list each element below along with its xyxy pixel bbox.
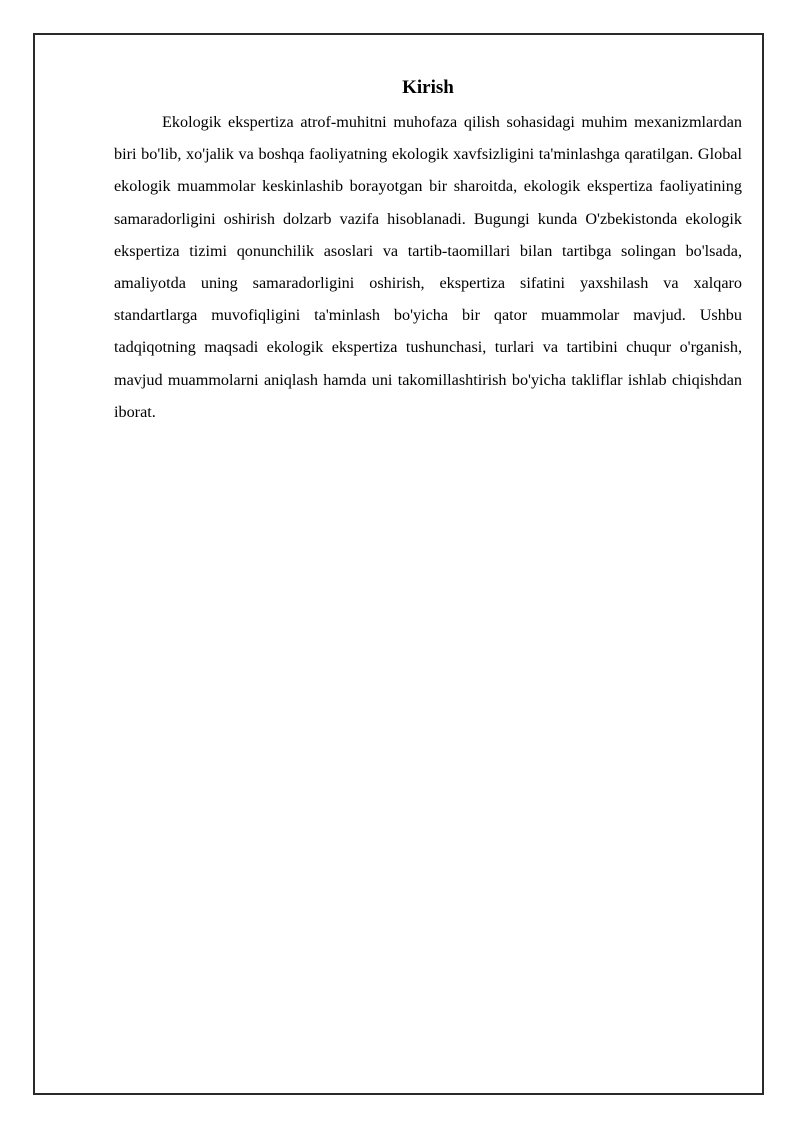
intro-paragraph: Ekologik ekspertiza atrof-muhitni muhofaza qilish sohasidagi muhim mexanizmlardan biri bo'lib, xo'jalik va boshqa faoliyatning ekologik xavfsizligini ta'minlashga qaratilgan. Global ekologik muammolar keskinlashib borayotgan bir sharoitda, ekologik ekspertiza faoliyatining samaradorligini oshirish dolzarb vazifa hisoblanadi. Bugungi kunda O'zbekistonda ekologik ekspertiza tizimi qonunchilik asoslari va tartib-taomillari bilan tartibga solingan bo'lsada, amaliyotda uning samaradorligini oshirish, ekspertiza sifatini yaxshilash va xalqaro standartlarga muvofiqligini ta'minlash bo'yicha bir qator muammolar mavjud. Ushbu tadqiqotning maqsadi ekologik ekspertiza tushunchasi, turlari va tartibini chuqur o'rganish, mavjud muammolarni aniqlash hamda uni takomillashtirish bo'yicha takliflar ishlab chiqishdan iborat. xyxy=(114,113,742,421)
document-title: Kirish xyxy=(402,77,454,98)
